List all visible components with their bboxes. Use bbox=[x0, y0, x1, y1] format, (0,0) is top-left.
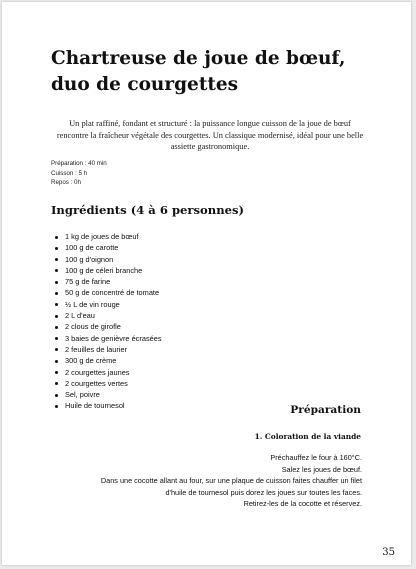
ingredient-item: 3 baies de genièvre écrasées bbox=[54, 333, 162, 344]
step-instructions bbox=[92, 452, 362, 510]
ingredient-item: Huile de tournesol bbox=[54, 400, 162, 411]
step-line: Retirez-les de la cocotte et réservez. bbox=[243, 499, 362, 508]
ingredient-item: 75 g de farine bbox=[54, 276, 162, 287]
recipe-intro: Un plat raffiné, fondant et structuré : la puissance longue cuisson de la joue de bœuf rencontre la fraîcheur végétale des courgettes. Un classique modernisé, idéal pour une belle assiette gastronomique. bbox=[56, 119, 364, 151]
ingredients-servings: (4 à 6 personnes) bbox=[130, 203, 245, 217]
prep-time: Préparation : 40 min bbox=[51, 160, 107, 167]
ingredients-heading-label: Ingrédients bbox=[51, 203, 127, 217]
ingredient-item: 100 g de céleri branche bbox=[54, 265, 162, 276]
ingredient-item: 300 g de crème bbox=[54, 355, 162, 366]
page-number: 35 bbox=[382, 547, 395, 558]
recipe-timings bbox=[51, 159, 107, 188]
ingredient-item: 50 g de concentré de tomate bbox=[54, 287, 162, 298]
ingredient-item: 1 kg de joues de bœuf bbox=[54, 231, 162, 242]
ingredient-item: 2 L d'eau bbox=[54, 310, 162, 321]
ingredient-item: Sel, poivre bbox=[54, 389, 162, 400]
preparation-heading: Préparation bbox=[290, 404, 361, 416]
ingredient-item: 100 g de carotte bbox=[54, 242, 162, 253]
ingredients-heading bbox=[51, 203, 244, 217]
ingredients-list bbox=[54, 231, 162, 412]
cook-time: Cuisson : 5 h bbox=[51, 169, 88, 177]
recipe-page bbox=[2, 2, 411, 565]
rest-time: Repos : 0h bbox=[51, 179, 81, 187]
ingredient-item: 2 courgettes jaunes bbox=[54, 367, 162, 378]
ingredient-item: 2 clous de girofle bbox=[54, 321, 162, 332]
step-line: Salez les joues de bœuf. bbox=[281, 464, 362, 474]
ingredient-item: 100 g d'oignon bbox=[54, 254, 162, 265]
recipe-title: Chartreuse de joue de bœuf, duo de courgettes bbox=[51, 48, 346, 95]
step-title: 1. Coloration de la viande bbox=[254, 432, 361, 441]
ingredient-item: ½ L de vin rouge bbox=[54, 299, 162, 310]
ingredient-item: 2 courgettes vertes bbox=[54, 378, 162, 389]
step-line: Préchauffez le four à 160°C. bbox=[270, 453, 362, 462]
step-line: Dans une cocotte allant au four, sur une plaque de cuisson faites chauffer un filet d'huile de tournesol puis dorez les joues sur toutes les faces. bbox=[100, 476, 362, 497]
ingredient-item: 2 feuilles de laurier bbox=[54, 344, 162, 355]
